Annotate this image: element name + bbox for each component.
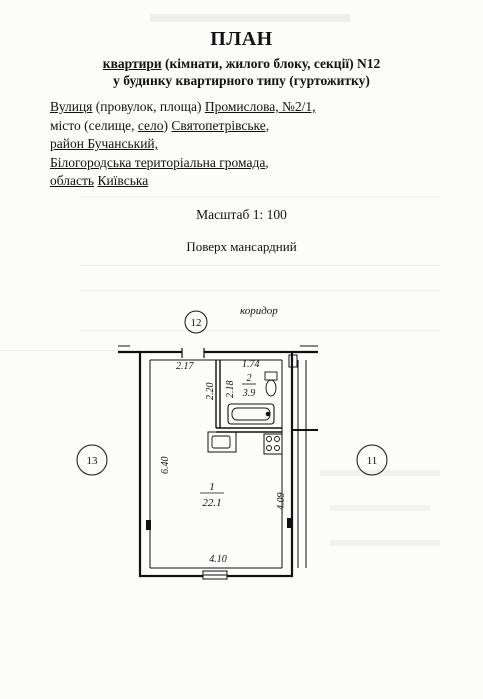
title-line-building: у будинку квартирного типу (гуртожитку) [113, 73, 370, 88]
dim-right-height: 4.09 [276, 492, 287, 510]
floor-label: Поверх мансардний [186, 239, 297, 254]
plan-annotations [160, 305, 287, 565]
scale-label: Масштаб 1: 100 [196, 207, 287, 222]
dim-bath-height-b: 2.18 [225, 380, 236, 398]
community-value: Білогородська територіальна громада, [50, 154, 269, 170]
city-mid: ) [163, 117, 172, 133]
street-value: Промислова, №2/1, [204, 99, 316, 114]
axis-label-top: 12 [190, 317, 202, 329]
city-value: Святопетрівське, [171, 117, 270, 133]
entrance-door [182, 348, 204, 358]
window-bottom [203, 571, 227, 579]
address-street [50, 98, 316, 117]
room-1-number: 1 [209, 481, 215, 493]
corridor-label: коридор [240, 305, 278, 317]
room-1-area: 22.1 [202, 497, 222, 509]
floor-plan-drawing [0, 300, 483, 600]
title-apartment-word: квартири [102, 56, 162, 71]
district-value: район Бучанський, [50, 136, 159, 151]
marker-right [287, 518, 292, 528]
stove-burner-3 [267, 446, 272, 451]
outer-walls [118, 346, 318, 576]
kitchen-sink-basin [212, 436, 230, 448]
address-city [50, 117, 316, 136]
page-title: ПЛАН [210, 28, 273, 50]
dim-bath-width: 1.74 [242, 359, 260, 370]
address-district [50, 135, 316, 154]
city-label: село [137, 117, 164, 133]
address-community [50, 154, 316, 173]
kitchen-fixtures [208, 432, 282, 454]
room-2-area: 3.9 [242, 388, 256, 399]
address-region [50, 172, 316, 191]
title-line-apartment [0, 55, 483, 72]
street-mid: (провулок, площа) [92, 99, 205, 114]
street-label: Вулиця [50, 99, 93, 114]
toilet-tank-icon [265, 372, 277, 380]
dim-room-height: 6.40 [160, 456, 171, 474]
stove-icon [264, 434, 282, 454]
title-apartment-rest: (кімнати, жилого блоку, секції) N12 [161, 56, 381, 71]
axis-label-left: 13 [86, 455, 98, 467]
region-value: Київська [97, 173, 149, 188]
dim-bottom-width: 4.10 [209, 554, 227, 565]
toilet-bowl-icon [266, 380, 276, 396]
dim-bath-height-a: 2.20 [205, 382, 216, 400]
plan-title-block [0, 28, 483, 89]
dim-top-left: 2.17 [176, 361, 194, 372]
region-label: область [50, 173, 95, 188]
bathtub-drain [266, 412, 270, 416]
marker-left [146, 520, 151, 530]
room-2-number: 2 [246, 373, 252, 384]
address-block [50, 98, 316, 191]
axis-label-right: 11 [366, 455, 378, 467]
stove-burner-4 [275, 446, 280, 451]
stove-burner-1 [267, 437, 272, 442]
stove-burner-2 [275, 437, 280, 442]
bathtub-inner [232, 408, 270, 420]
city-prefix: місто (селище, [50, 117, 138, 133]
